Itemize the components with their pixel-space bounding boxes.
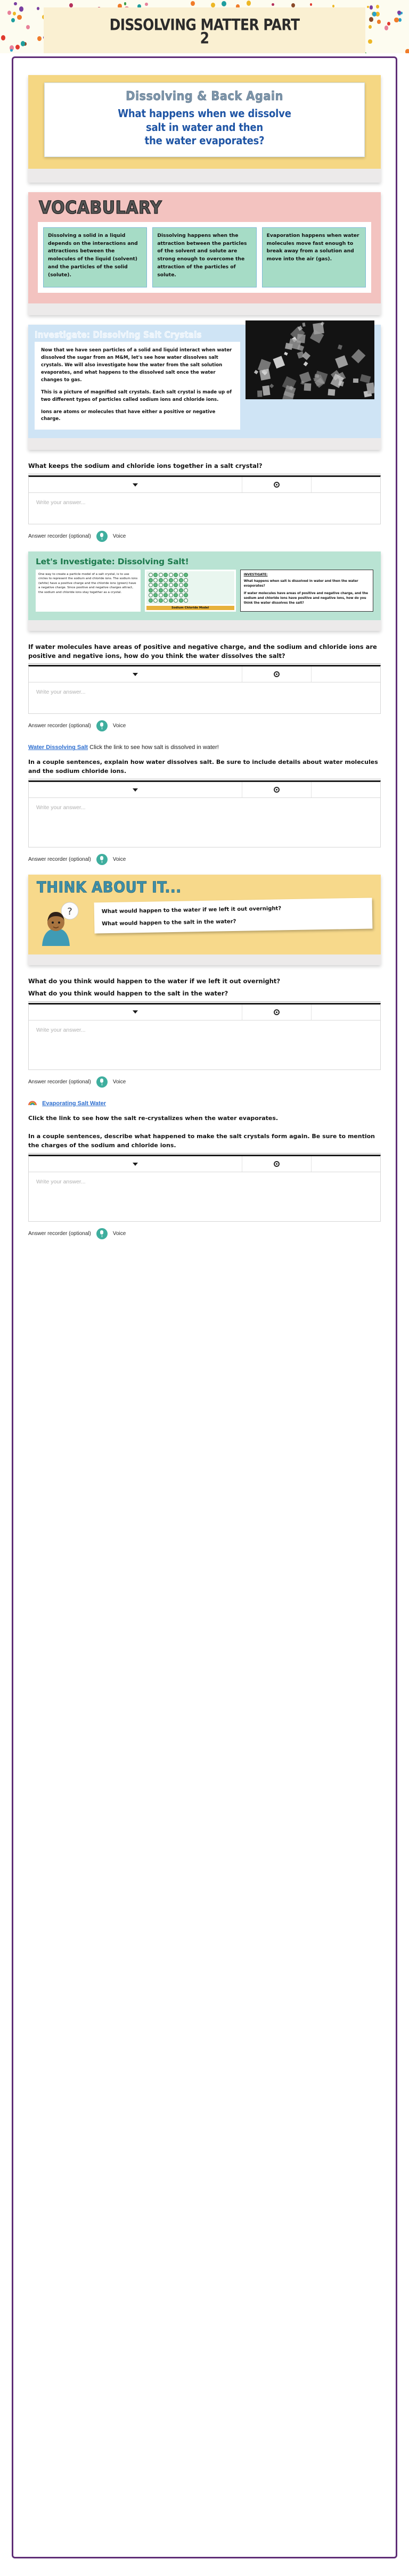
- link-line-2: [28, 1100, 381, 1107]
- chevron-down-icon: [133, 673, 138, 676]
- editor-toolbar[interactable]: [29, 477, 380, 493]
- investigate-paragraph: Now that we have seen particles of a solid and liquid interact when water dissolved the sugar from an M&M, let's see how water dissolves salt crystals. We will also investigate how the water from the salt solution evaporates, and what happens to the dissolved salt once the water changes to gas.: [41, 348, 232, 383]
- gear-icon: [274, 787, 280, 793]
- slide-footer-strip: [28, 303, 381, 315]
- answer-recorder-row-1: [28, 531, 381, 542]
- slide-dissolving-back-again: [28, 75, 381, 183]
- investigate-text-block: [35, 342, 240, 430]
- toolbar-settings-button[interactable]: [242, 1156, 312, 1172]
- worksheet-frame: [12, 56, 397, 2558]
- editor-toolbar[interactable]: [29, 1156, 380, 1172]
- microphone-icon[interactable]: [96, 531, 108, 542]
- recorder-label: Answer recorder (optional): [28, 857, 91, 863]
- microphone-icon[interactable]: [96, 1228, 108, 1239]
- answer-recorder-row-3: [28, 854, 381, 865]
- slide-lets-investigate: [28, 552, 381, 631]
- dissolving-question-line3: the water evaporates?: [144, 134, 265, 147]
- toolbar-settings-button[interactable]: [242, 1005, 312, 1020]
- dissolving-question-line2: salt in water and then: [145, 120, 264, 134]
- question-divider: [28, 663, 381, 664]
- gear-icon: [274, 1161, 280, 1167]
- toolbar-style-dropdown[interactable]: [29, 477, 242, 492]
- dissolving-question-line1: What happens when we dissolve: [118, 107, 291, 120]
- answer-input-2[interactable]: Write your answer...: [36, 689, 86, 696]
- answer-editor-4[interactable]: [28, 1003, 381, 1070]
- student-thinking-illustration: [37, 900, 90, 946]
- slide-vocabulary: [28, 192, 381, 315]
- link-block-2-prompt: In a couple sentences, describe what happened to make the salt crystals form again. Be sure to mention the charges of the sodium and chloride ions.: [28, 1133, 375, 1149]
- voice-label: Voice: [112, 1079, 126, 1085]
- chevron-down-icon: [133, 788, 138, 792]
- slide-investigate-salt-crystals: [28, 325, 381, 450]
- answer-input-3[interactable]: Write your answer...: [36, 804, 86, 811]
- gear-icon: [274, 482, 280, 488]
- vocabulary-card: Evaporation happens when water molecules move fast enough to break away from a solution and move into the air (gas).: [262, 227, 366, 287]
- answer-recorder-row-4: [28, 1076, 381, 1088]
- lets-investigate-heading: Let's Investigate: Dissolving Salt!: [36, 557, 189, 567]
- gear-icon: [274, 1009, 280, 1015]
- think-note-line1: What would happen to the water if we left it out overnight?: [101, 906, 282, 915]
- answer-recorder-row-5: [28, 1228, 381, 1239]
- answer-editor-2[interactable]: [28, 665, 381, 714]
- toolbar-extra-button[interactable]: [312, 1005, 380, 1020]
- chevron-down-icon: [133, 483, 138, 487]
- vocabulary-card-list: [38, 222, 371, 293]
- editor-toolbar[interactable]: [29, 782, 380, 798]
- toolbar-extra-button[interactable]: [312, 477, 380, 492]
- recorder-label: Answer recorder (optional): [28, 1231, 91, 1237]
- voice-label: Voice: [112, 857, 126, 863]
- header-banner: [44, 7, 365, 53]
- dissolving-title-card: [44, 83, 365, 157]
- editor-toolbar[interactable]: [29, 666, 380, 682]
- voice-label: Voice: [112, 533, 126, 540]
- vocabulary-card: Dissolving happens when the attraction between the particles of the solvent and solute are strong enough to overcome the attraction of the particles of solute.: [152, 227, 256, 287]
- sodium-chloride-model: [145, 570, 236, 612]
- investigate-paragraph: Ions are atoms or molecules that have either a positive or negative charge.: [41, 409, 216, 422]
- toolbar-style-dropdown[interactable]: [29, 666, 242, 682]
- toolbar-settings-button[interactable]: [242, 782, 312, 797]
- microphone-icon[interactable]: [96, 854, 108, 865]
- ion-lattice-diagram: [146, 571, 234, 604]
- think-note-line2: What would happen to the salt in the water?: [102, 919, 236, 927]
- recorder-label: Answer recorder (optional): [28, 533, 91, 540]
- page-header: [0, 0, 409, 53]
- vocabulary-card: Dissolving a solid in a liquid depends on the interactions and attractions between the molecules of the liquid (solvent) and the particles of the solid (solute).: [43, 227, 147, 287]
- toolbar-style-dropdown[interactable]: [29, 1005, 242, 1020]
- microphone-icon[interactable]: [96, 1076, 108, 1088]
- lattice-label: Sodium Chloride Model: [146, 606, 234, 610]
- evaporating-salt-water-link[interactable]: Evaporating Salt Water: [42, 1100, 107, 1107]
- dissolving-heading: Dissolving & Back Again: [126, 88, 283, 103]
- toolbar-extra-button[interactable]: [312, 1156, 380, 1172]
- gear-icon: [274, 671, 280, 677]
- link-line-1: [28, 744, 381, 751]
- recorder-label: Answer recorder (optional): [28, 723, 91, 729]
- answer-input-1[interactable]: Write your answer...: [36, 499, 86, 506]
- answer-recorder-row-2: [28, 720, 381, 731]
- link-block-1-prompt: In a couple sentences, explain how water dissolves salt. Be sure to include details about water molecules and the sodium chloride ions.: [28, 759, 378, 775]
- question-1-text: What keeps the sodium and chloride ions together in a salt crystal?: [28, 462, 263, 470]
- chevron-down-icon: [133, 1163, 138, 1166]
- svg-text:?: ?: [67, 906, 72, 918]
- slide-think-about-it: [28, 875, 381, 965]
- investigate-callout-box: [240, 570, 373, 612]
- question-3-text-line2: What do you think would happen to the salt in the water?: [28, 990, 228, 998]
- slide-footer-strip: [28, 954, 381, 965]
- slide-footer-strip: [28, 169, 381, 183]
- investigate-callout-heading: INVESTIGATE:: [243, 573, 268, 577]
- investigate-paragraph: This is a picture of magnified salt crystals. Each salt crystal is made up of two different types of particles called sodium ions and chloride ions.: [41, 389, 232, 402]
- answer-input-5[interactable]: Write your answer...: [36, 1179, 86, 1186]
- recorder-label: Answer recorder (optional): [28, 1079, 91, 1085]
- editor-toolbar[interactable]: [29, 1005, 380, 1020]
- question-divider: [28, 1153, 381, 1154]
- salt-crystal-micrograph: [246, 320, 374, 399]
- voice-label: Voice: [112, 1231, 126, 1237]
- investigate-callout-paragraph: If water molecules have areas of positive and negative charge, and the sodium and chloride ions have positive and negative ions, how do you think the water dissolves the salt?: [243, 592, 369, 605]
- toolbar-style-dropdown[interactable]: [29, 1156, 242, 1172]
- toolbar-settings-button[interactable]: [242, 477, 312, 492]
- microphone-icon[interactable]: [96, 720, 108, 731]
- slide-footer-strip: [28, 438, 381, 450]
- page-title-line2: 2: [200, 29, 209, 47]
- think-about-it-heading: THINK ABOUT IT...: [37, 879, 182, 897]
- toolbar-extra-button[interactable]: [312, 666, 380, 682]
- lets-investigate-left-text: One way to create a particle model of a salt crystal, is to use circles to represent the sodium and chloride ions. The sodium ions (white) have a positive charge and the chloride ions (green) have a negative charge. Since positive and negative charges attract, the sodium and chloride ions stay together as a crystal.: [36, 570, 141, 612]
- question-divider: [28, 1001, 381, 1002]
- rainbow-icon: [28, 1100, 37, 1106]
- slide-footer-strip: [28, 620, 381, 631]
- water-dissolving-salt-link[interactable]: Water Dissolving Salt: [28, 744, 88, 751]
- toolbar-settings-button[interactable]: [242, 666, 312, 682]
- answer-input-4[interactable]: Write your answer...: [36, 1026, 86, 1033]
- toolbar-extra-button[interactable]: [312, 782, 380, 797]
- voice-label: Voice: [112, 723, 126, 729]
- investigate-heading: Investigate: Dissolving Salt Crystals: [35, 330, 202, 341]
- toolbar-style-dropdown[interactable]: [29, 782, 242, 797]
- investigate-callout-paragraph: What happens when salt is dissolved in water and then the water evaporates?: [243, 580, 358, 588]
- link-block-2-instruction: Click the link to see how the salt re-crystalizes when the water evaporates.: [28, 1114, 279, 1122]
- answer-editor-3[interactable]: [28, 780, 381, 847]
- chevron-down-icon: [133, 1010, 138, 1014]
- question-3-text-line1: What do you think would happen to the water if we left it out overnight?: [28, 977, 281, 985]
- answer-editor-5[interactable]: [28, 1155, 381, 1222]
- page-title-line1: DISSOLVING MATTER PART: [109, 15, 300, 34]
- link-after-text: Click the link to see how salt is dissolved in water!: [89, 744, 219, 751]
- think-note-card: [94, 898, 373, 934]
- question-2-text: If water molecules have areas of positive and negative charge, and the sodium and chloride ions are positive and negative ions, how do you think the water dissolves the salt?: [28, 643, 377, 660]
- vocabulary-heading: VOCABULARY: [39, 197, 162, 218]
- answer-editor-1[interactable]: [28, 475, 381, 524]
